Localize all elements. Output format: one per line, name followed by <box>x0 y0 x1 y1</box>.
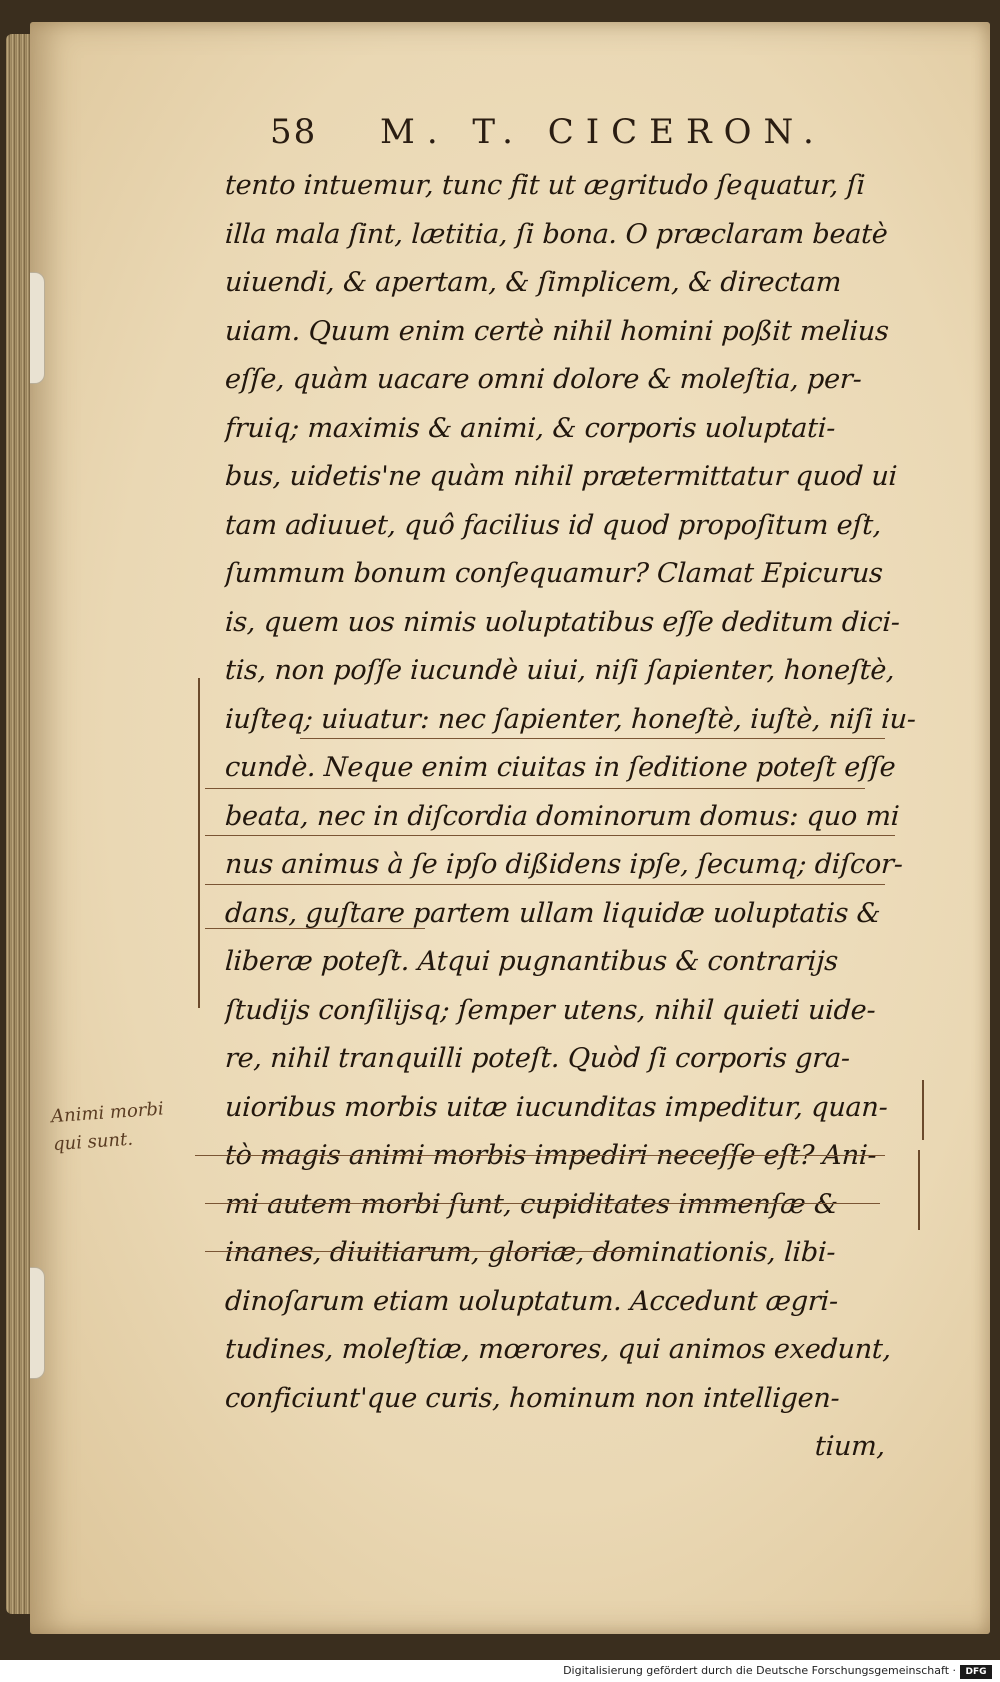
page-number: 58 <box>270 112 318 152</box>
page-tab-marker <box>30 1267 45 1379</box>
running-head <box>270 112 830 162</box>
text-line: cundè. Neque enim ciuitas in ſeditione poteſt eſſe <box>224 752 897 783</box>
text-line: tento intuemur, tunc fit ut ægritudo ſequatur, ſi <box>224 170 866 201</box>
text-line: conficiunt'que curis, hominum non intelligen- <box>224 1382 841 1414</box>
handwritten-underline <box>205 788 865 789</box>
text-line: inanes, diuitiarum, gloriæ, dominationis, libi- <box>224 1237 837 1268</box>
body-text <box>225 162 915 1472</box>
text-line: mi autem morbi ſunt, cupiditates immenſæ & <box>224 1188 839 1220</box>
text-line: tis, non poſſe iucundè uiui, niſi ſapienter, honeſtè, <box>224 655 896 686</box>
text-line: iuſteq; uiuatur: nec ſapienter, honeſtè, iuſtè, niſi iu- <box>224 703 917 735</box>
text-line: dans, guſtare partem ullam liquidæ uoluptatis & <box>224 897 882 929</box>
text-line: tò magis animi morbis impediri neceſſe eſt? Ani- <box>224 1140 878 1171</box>
text-line: uioribus morbis uitæ iucunditas impeditur, quan- <box>224 1091 889 1123</box>
text-line: re, nihil tranquilli poteſt. Quòd ſi corporis gra- <box>224 1043 851 1074</box>
text-line: bus, uidetis'ne quàm nihil prætermittatur quod ui <box>224 461 898 492</box>
running-head-title: M. T. CICERON. <box>380 112 826 152</box>
handwritten-marginalia <box>50 1093 204 1159</box>
text-line: uiuendi, & apertam, & ſimplicem, & directam <box>224 267 843 298</box>
text-line: uiam. Quum enim certè nihil homini poßit melius <box>224 315 890 347</box>
handwritten-underline <box>205 1203 880 1204</box>
text-line: eſſe, quàm uacare omni dolore & moleſtia, per- <box>224 364 863 395</box>
text-line: ſtudijs conſilijsq; ſemper utens, nihil quieti uide- <box>224 994 877 1026</box>
text-line: is, quem uos nimis uoluptatibus eſſe deditum dici- <box>224 606 901 638</box>
text-line: tam adiuuet, quô facilius id quod propoſitum eſt, <box>224 509 883 541</box>
handwritten-underline <box>195 1155 885 1156</box>
handwritten-underline <box>300 738 885 739</box>
margin-bracket-mark <box>918 1080 924 1140</box>
footer-credit: Digitalisierung gefördert durch die Deutsche Forschungsgemeinschaft · <box>563 1664 956 1677</box>
text-line: fruiq; maximis & animi, & corporis uoluptati- <box>224 412 837 444</box>
margin-bracket-mark <box>198 678 212 1008</box>
marginalia-line: qui sunt. <box>52 1128 134 1156</box>
handwritten-underline <box>205 928 425 929</box>
handwritten-underline <box>205 1251 635 1252</box>
text-line: tudines, moleſtiæ, mœrores, qui animos exedunt, <box>224 1334 892 1365</box>
handwritten-underline <box>205 884 885 885</box>
handwritten-underline <box>205 835 895 836</box>
text-line: illa mala ſint, lætitia, ſi bona. O præclaram beatè <box>224 218 889 250</box>
text-line: nus animus à ſe ipſo dißidens ipſe, ſecumq; diſcor- <box>224 849 904 880</box>
text-line: ſummum bonum conſequamur? Clamat Epicurus <box>224 558 884 589</box>
marginalia-line: Animi morbi <box>50 1098 165 1128</box>
digitization-footer <box>0 1664 1000 1682</box>
dfg-logo: DFG <box>960 1665 992 1679</box>
text-line: dinoſarum etiam uoluptatum. Accedunt ægri- <box>224 1285 839 1317</box>
margin-bracket-mark <box>914 1150 920 1230</box>
text-line: liberæ poteſt. Atqui pugnantibus & contrarijs <box>224 946 839 977</box>
text-line: beata, nec in diſcordia dominorum domus: quo mi <box>224 800 901 832</box>
catchword: tium, <box>814 1431 886 1462</box>
page-tab-marker <box>30 272 45 384</box>
